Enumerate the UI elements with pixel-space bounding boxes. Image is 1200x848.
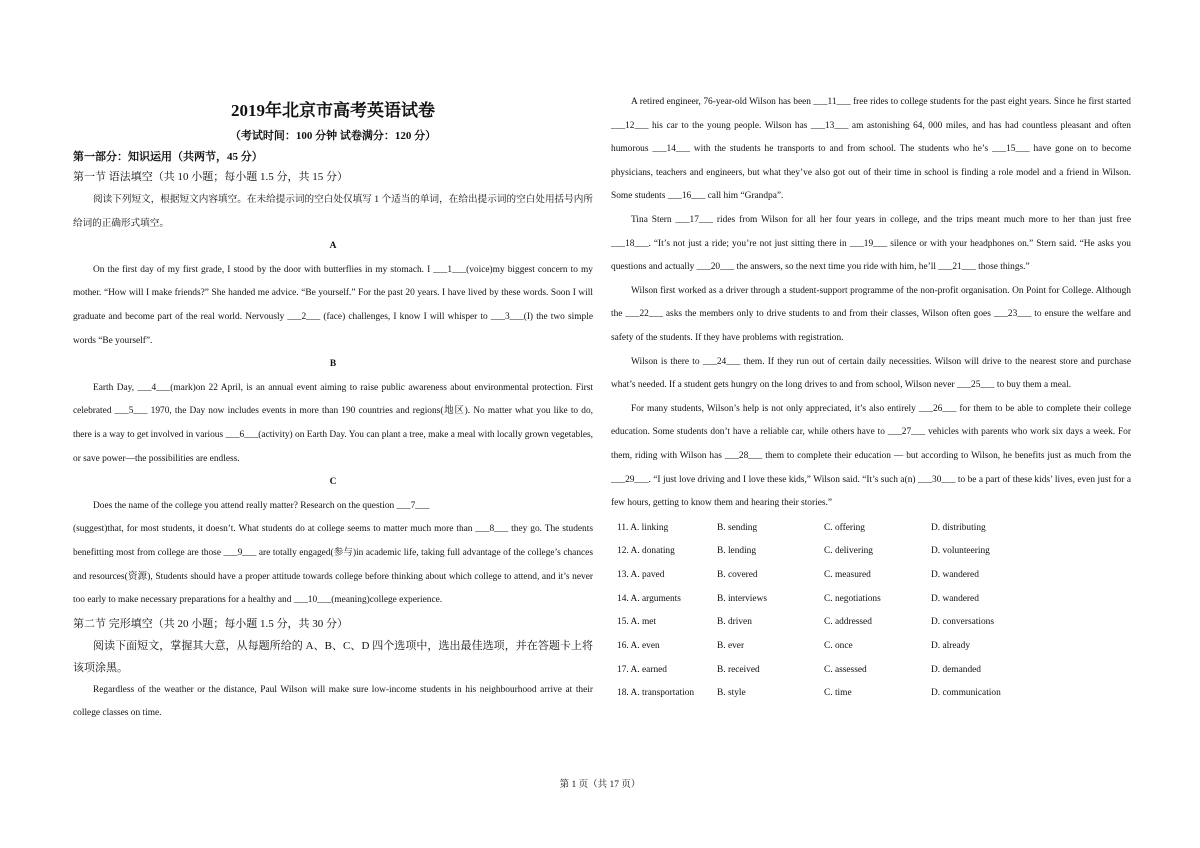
option-cell: 14. A. arguments — [617, 593, 681, 604]
option-cell: D. conversations — [931, 617, 995, 628]
section-heading-1: 第一节 语法填空（共 10 小题；每小题 1.5 分，共 15 分） — [73, 171, 348, 183]
option-cell: B. ever — [717, 640, 745, 651]
cloze-paragraph: Tina Stern ___17___ rides from Wilson for all her four years in college, and the trips meant much more to her than just free ___18___. “It’s not just a ride; you’re not just sitting there in ___19___ silence or with your headphones on.” Stern said. “He asks you questions and actually ___20___ the answers, so the next time you ride with him, he’ll ___21___ those things.” — [611, 214, 1131, 273]
option-row — [617, 634, 1051, 658]
option-cell: D. demanded — [931, 664, 981, 675]
option-cell: 12. A. donating — [617, 546, 675, 557]
right-column — [611, 91, 1131, 705]
option-cell: C. offering — [824, 522, 865, 533]
option-cell: 15. A. met — [617, 617, 657, 628]
option-row — [617, 610, 1051, 634]
option-cell: 18. A. transportation — [617, 688, 695, 699]
passage-c-paragraph: Does the name of the college you attend really matter? Research on the question ___7___ — [93, 500, 430, 511]
exam-subtitle: （考试时间：100 分钟 试卷满分：120 分） — [229, 130, 437, 142]
option-cell: B. sending — [717, 522, 758, 533]
option-cell: C. once — [824, 640, 853, 651]
option-cell: D. wandered — [931, 593, 979, 604]
option-row — [617, 658, 1051, 682]
option-row — [617, 516, 1051, 540]
exam-title: 2019年北京市高考英语试卷 — [231, 101, 435, 120]
option-cell: C. measured — [824, 569, 871, 580]
option-row — [617, 682, 1051, 706]
option-cell: B. style — [717, 688, 746, 699]
cloze-paragraph: For many students, Wilson’s help is not only appreciated, it’s also entirely ___26___ for them to be able to complete their college education. Some students don’t have a reliable car, while others have to ___27___ vehicles with parents who work six days a week. For them, riding with Wilson has ___28___ them to complete their education — but according to Wilson, he benefits just as much from the ___29___. “I just love driving and I love these kids,” Wilson said. “It’s such a(n) ___30___ to be a part of these kids’ lives, even just for a few hours, getting to know them and hearing their stories.” — [611, 403, 1131, 509]
option-row — [617, 563, 1051, 587]
passage-label-c: C — [329, 477, 337, 488]
option-cell: 11. A. linking — [617, 522, 669, 533]
option-cell: B. covered — [717, 569, 758, 580]
cloze-paragraph: A retired engineer, 76-year-old Wilson has been ___11___ free rides to college students for the past eight years. Since he first started ___12___ his car to the young people. Wilson has ___13___ am astonishing 64, 000 miles, and has had countless pleasant and often humorous ___14___ with the students he transports to and from school. The students who he’s ___15___ have gone on to become physicians, teachers and engineers, but what they’ve also got out of their time in school is finding a role model and a friend in Wilson. Some students ___16___ call him “Grandpa”. — [611, 97, 1131, 202]
option-row — [617, 587, 1051, 611]
option-cell: 13. A. paved — [617, 569, 665, 580]
cloze-paragraph: Wilson is there to ___24___ them. If they run out of certain daily necessities. Wilson will drive to the nearest store and purchase what’s needed. If a student gets hungry on the long drives to and from school, Wilson never ___25___ to buy them a meal. — [611, 356, 1131, 391]
option-cell: 16. A. even — [617, 640, 660, 651]
option-cell: B. lending — [717, 546, 757, 557]
option-cell: C. time — [824, 688, 852, 699]
cloze-intro-paragraph: Regardless of the weather or the distance, Paul Wilson will make sure low-income students in his neighbourhood arrive at their college classes on time. — [73, 684, 593, 719]
option-cell: D. communication — [931, 688, 1001, 699]
option-cell: D. wandered — [931, 569, 979, 580]
section-instruction-2: 阅读下面短文，掌握其大意，从每题所给的 A、B、C、D 四个选项中，选出最佳选项，并在答题卡上将该项涂黑。 — [73, 639, 593, 674]
option-cell: D. volunteering — [931, 546, 990, 557]
option-cell: B. received — [717, 664, 760, 675]
option-cell: C. addressed — [824, 617, 872, 628]
option-row — [617, 539, 1051, 563]
section-heading-2: 第二节 完形填空（共 20 小题；每小题 1.5 分，共 30 分） — [73, 617, 348, 630]
option-cell: B. driven — [717, 617, 752, 628]
option-cell: D. already — [931, 640, 971, 651]
option-cell: C. assessed — [824, 664, 867, 675]
option-cell: C. delivering — [824, 546, 873, 557]
section-instruction-1: 阅读下列短文，根据短文内容填空。在未给提示词的空白处仅填写 1 个适当的单词，在给出提示词的空白处用括号内所给词的正确形式填空。 — [73, 194, 593, 229]
passage-label-b: B — [329, 359, 337, 370]
page-footer: 第 1 页（共 17 页） — [559, 780, 641, 790]
passage-label-a: A — [329, 241, 337, 252]
options-table — [617, 516, 1051, 706]
left-column — [73, 92, 593, 726]
passage-c-paragraph: (suggest)that, for most students, it doesn’t. What students do at college seems to matter much more than ___8___ they go. The students benefitting most from college are those ___9___ are totally engaged(参与)in academic life, taking full advantage of the college’s chances and resources(资源), Students should have a proper attitude towards college before thinking about which college to attend, and it’s never too early to make necessary preparations for a healthy and ___10___(meaning)college experience. — [73, 524, 593, 606]
cloze-paragraph: Wilson first worked as a driver through a student-support programme of the non-profit organisation. On Point for College. Although the ___22___ asks the members only to drive students to and from their classes, Wilson often goes ___23___ to ensure the welfare and safety of the students. If they have problems with registration. — [611, 285, 1131, 343]
option-cell: D. distributing — [931, 522, 986, 533]
option-cell: B. interviews — [717, 593, 767, 604]
option-cell: 17. A. earned — [617, 664, 667, 675]
passage-a-paragraph: On the first day of my first grade, I stood by the door with butterflies in my stomach. I ___1___(voice)my biggest concern to my mother. “How will I make friends?” She handed me advice. “Be yourself.” For the past 20 years. I have lived by these words. Soon I will graduate and become part of the real world. Nervously ___2___ (face) challenges, I know I will whisper to ___3___(I) the two simple words “Be yourself”. — [73, 264, 593, 346]
option-cell: C. negotiations — [824, 593, 881, 604]
passage-b-paragraph: Earth Day, ___4___(mark)on 22 April, is an annual event aiming to raise public awareness about environmental protection. First celebrated ___5___ 1970, the Day now includes events in more than 190 countries and regions(地区). No matter what you like to do, there is a way to get involved in various ___6___(activity) on Earth Day. You can plant a tree, make a meal with locally grown vegetables, or save power—the possibilities are endless. — [73, 382, 593, 464]
part-heading: 第一部分：知识运用（共两节，45 分） — [73, 151, 263, 163]
